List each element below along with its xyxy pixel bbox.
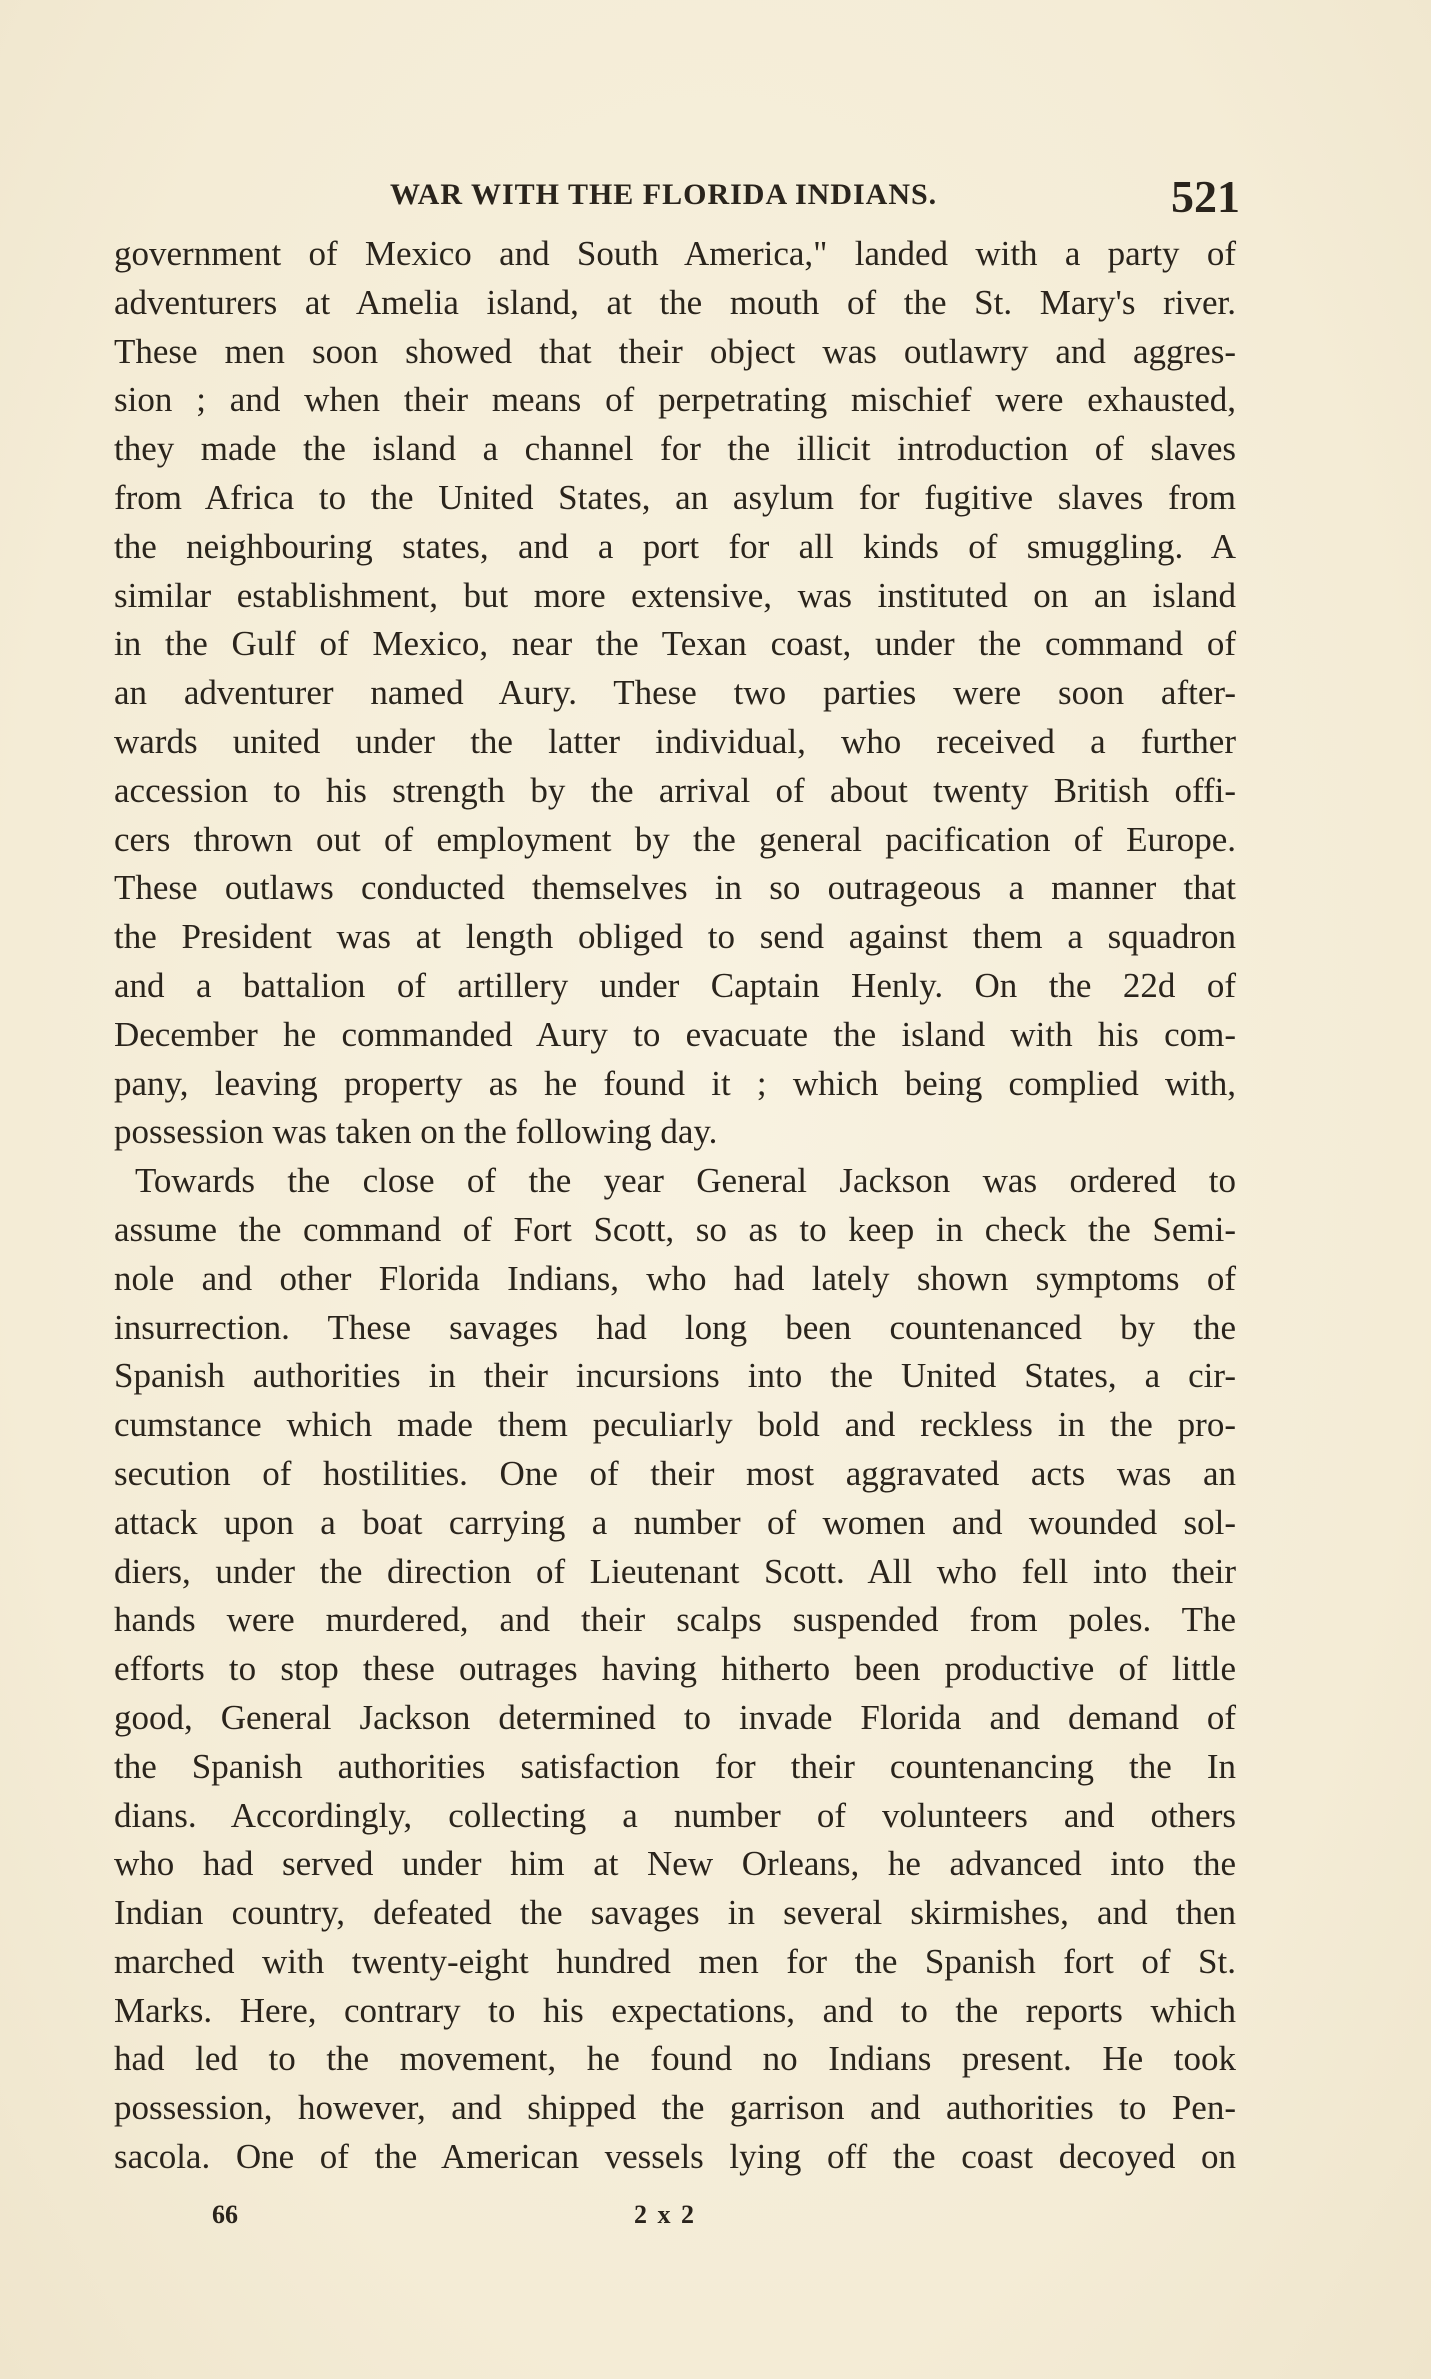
text-line: the Spanish authorities satisfaction for their countenancing the In xyxy=(114,1746,1236,1786)
text-line: sacola. One of the American vessels lying off the coast decoyed on xyxy=(114,2137,1236,2177)
text-line: from Africa to the United States, an asylum for fugitive slaves from xyxy=(114,477,1236,517)
text-line: cers thrown out of employment by the general pacification of Europe. xyxy=(114,819,1236,859)
text-line: who had served under him at New Orleans, he advanced into the xyxy=(114,1844,1236,1884)
text-line: assume the command of Fort Scott, so as to keep in check the Semi- xyxy=(114,1209,1236,1249)
page-footer xyxy=(212,2200,712,2240)
text-line: the President was at length obliged to send against them a squadron xyxy=(114,917,1236,957)
running-head xyxy=(390,170,1250,220)
text-line: dians. Accordingly, collecting a number of volunteers and others xyxy=(114,1795,1236,1835)
body-text xyxy=(114,230,1236,2182)
text-line: secution of hostilities. One of their most aggravated acts was an xyxy=(114,1453,1236,1493)
page-number: 521 xyxy=(1171,171,1240,222)
text-line: cumstance which made them peculiarly bold and reckless in the pro- xyxy=(114,1405,1236,1445)
text-line: the neighbouring states, and a port for all kinds of smuggling. A xyxy=(114,526,1236,566)
sheet-mark: 2 x 2 xyxy=(634,2200,696,2229)
running-title: WAR WITH THE FLORIDA INDIANS. xyxy=(390,178,938,211)
text-line: diers, under the direction of Lieutenant Scott. All who fell into their xyxy=(114,1551,1236,1591)
text-line: Spanish authorities in their incursions into the United States, a cir- xyxy=(114,1356,1236,1396)
signature-mark: 66 xyxy=(212,2200,238,2229)
text-line: wards united under the latter individual, who received a further xyxy=(114,721,1236,761)
text-line: These men soon showed that their object was outlawry and aggres- xyxy=(114,331,1236,371)
text-line: had led to the movement, he found no Indians present. He took xyxy=(114,2039,1236,2079)
text-line: Indian country, defeated the savages in several skirmishes, and then xyxy=(114,1893,1236,1933)
text-line: December he commanded Aury to evacuate the island with his com- xyxy=(114,1014,1236,1054)
text-line: These outlaws conducted themselves in so outrageous a manner that xyxy=(114,868,1236,908)
text-line: Towards the close of the year General Jackson was ordered to xyxy=(135,1161,1236,1201)
text-line: hands were murdered, and their scalps suspended from poles. The xyxy=(114,1600,1236,1640)
text-line: insurrection. These savages had long been countenanced by the xyxy=(114,1307,1236,1347)
text-line: possession, however, and shipped the garrison and authorities to Pen- xyxy=(114,2088,1236,2128)
text-line: marched with twenty-eight hundred men for the Spanish fort of St. xyxy=(114,1941,1236,1981)
text-line: pany, leaving property as he found it ; which being complied with, xyxy=(114,1063,1236,1103)
text-line: nole and other Florida Indians, who had lately shown symptoms of xyxy=(114,1258,1236,1298)
text-line: government of Mexico and South America," landed with a party of xyxy=(114,234,1236,273)
text-line: adventurers at Amelia island, at the mouth of the St. Mary's river. xyxy=(114,282,1236,322)
text-line: Marks. Here, contrary to his expectations, and to the reports which xyxy=(114,1990,1236,2030)
text-line: good, General Jackson determined to invade Florida and demand of xyxy=(114,1697,1236,1737)
text-line: attack upon a boat carrying a number of women and wounded sol- xyxy=(114,1502,1236,1542)
text-line: they made the island a channel for the illicit introduction of slaves xyxy=(114,429,1236,469)
text-line: sion ; and when their means of perpetrating mischief were exhausted, xyxy=(114,380,1236,420)
text-line: accession to his strength by the arrival of about twenty British offi- xyxy=(114,770,1236,810)
text-line: and a battalion of artillery under Captain Henly. On the 22d of xyxy=(114,965,1236,1005)
text-line: an adventurer named Aury. These two parties were soon after- xyxy=(114,673,1236,713)
text-line: efforts to stop these outrages having hitherto been productive of little xyxy=(114,1649,1236,1689)
text-line: possession was taken on the following day. xyxy=(114,1112,718,1152)
text-line: similar establishment, but more extensive, was instituted on an island xyxy=(114,575,1236,615)
text-line: in the Gulf of Mexico, near the Texan coast, under the command of xyxy=(114,624,1236,664)
